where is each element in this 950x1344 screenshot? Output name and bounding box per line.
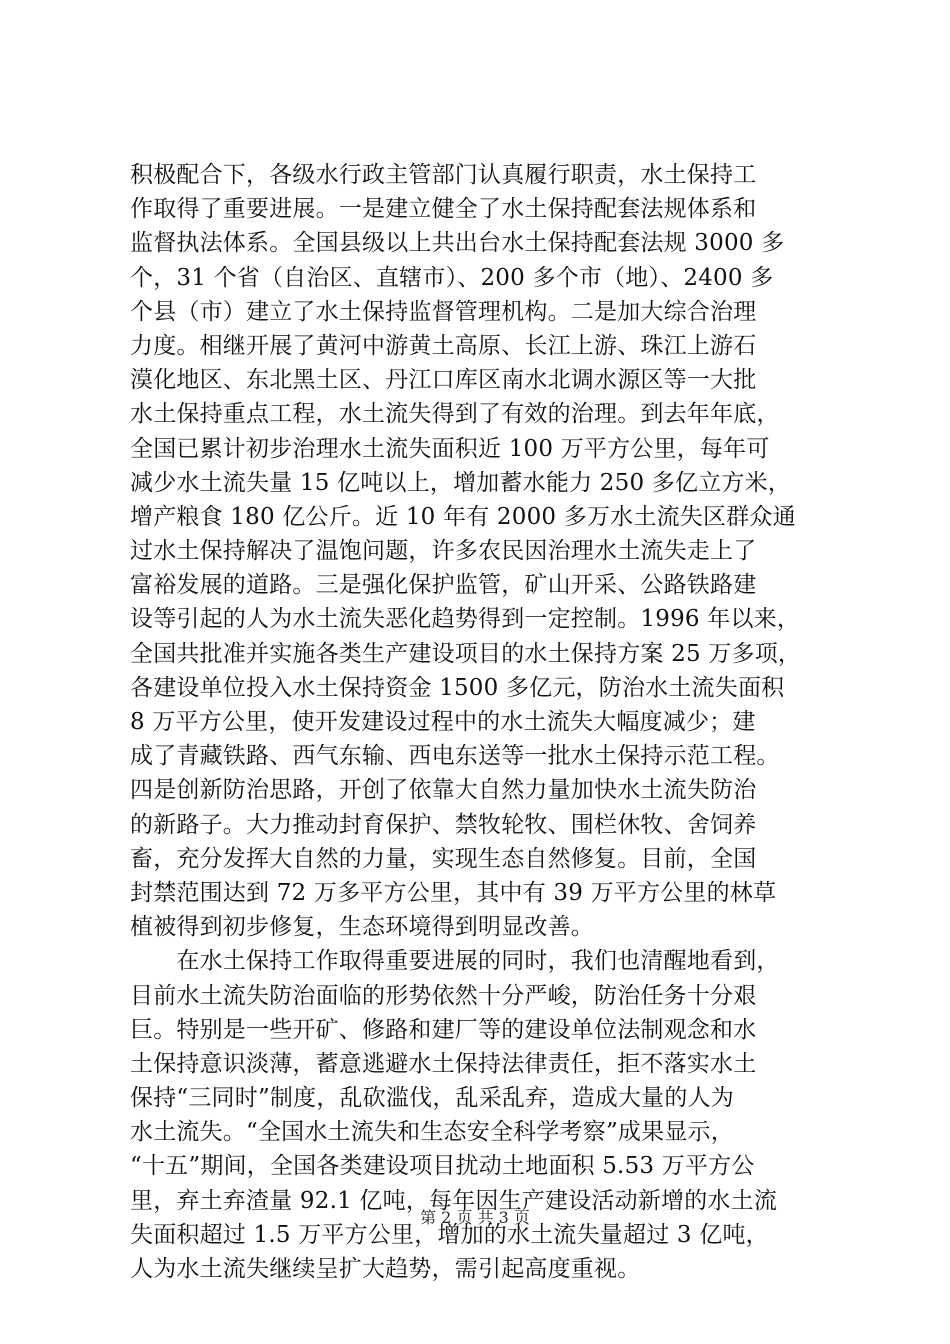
text-line: 监督执法体系。全国县级以上共出台水土保持配套法规 3000 多 bbox=[130, 230, 785, 257]
text-line: 全国已累计初步治理水土流失面积近 100 万平方公里，每年可 bbox=[130, 435, 770, 462]
text-line: 过水土保持解决了温饱问题，许多农民因治理水土流失走上了 bbox=[130, 538, 757, 565]
text-line: 全国共批准并实施各类生产建设项目的水土保持方案 25 万多项， bbox=[130, 640, 802, 667]
text-line: 设等引起的人为水土流失恶化趋势得到一定控制。1996 年以来， bbox=[130, 606, 801, 633]
text-line: 个县（市）建立了水土保持监督管理机构。二是加大综合治理 bbox=[130, 298, 757, 325]
text-line: 失面积超过 1.5 万平方公里，增加的水土流失量超过 3 亿吨， bbox=[130, 1221, 769, 1248]
text-line: 作取得了重要进展。一是建立健全了水土保持配套法规体系和 bbox=[130, 196, 757, 223]
text-line: 在水土保持工作取得重要进展的同时，我们也清醒地看到， bbox=[130, 948, 780, 975]
body-text bbox=[130, 158, 830, 1286]
text-line: 四是创新防治思路，开创了依靠大自然力量加快水土流失防治 bbox=[130, 777, 757, 804]
text-line: 减少水土流失量 15 亿吨以上，增加蓄水能力 250 多亿立方米， bbox=[130, 469, 792, 496]
text-line: 水土流失。“全国水土流失和生态安全科学考察”成果显示， bbox=[130, 1119, 734, 1146]
text-line: 人为水土流失继续呈扩大趋势，需引起高度重视。 bbox=[130, 1256, 641, 1282]
text-line: 力度。相继开展了黄河中游黄土高原、长江上游、珠江上游石 bbox=[130, 332, 757, 359]
page-number-label: 第 2 页 共 3 页 bbox=[420, 1208, 530, 1227]
text-line: 里，弃土弃渣量 92.1 亿吨，每年因生产建设活动新增的水土流 bbox=[130, 1187, 778, 1214]
text-line: 积极配合下，各级水行政主管部门认真履行职责，水土保持工 bbox=[130, 162, 757, 188]
text-line: 成了青藏铁路、西气东输、西电东送等一批水土保持示范工程。 bbox=[130, 743, 780, 770]
text-line: 畜，充分发挥大自然的力量，实现生态自然修复。目前，全国 bbox=[130, 845, 757, 872]
text-line: 的新路子。大力推动封育保护、禁牧轮牧、围栏休牧、舍饲养 bbox=[130, 811, 757, 838]
text-line: 各建设单位投入水土保持资金 1500 多亿元，防治水土流失面积 bbox=[130, 674, 785, 701]
text-line: 巨。特别是一些开矿、修路和建厂等的建设单位法制观念和水 bbox=[130, 1016, 757, 1043]
text-line: 水土保持重点工程，水土流失得到了有效的治理。到去年年底， bbox=[130, 401, 780, 428]
text-line: 漠化地区、东北黑土区、丹江口库区南水北调水源区等一大批 bbox=[130, 367, 757, 394]
text-line: 增产粮食 180 亿公斤。近 10 年有 2000 多万水土流失区群众通 bbox=[130, 503, 796, 530]
text-line: 个，31 个省（自治区、直辖市）、200 多个市（地）、2400 多 bbox=[130, 264, 774, 291]
text-line: 富裕发展的道路。三是强化保护监管，矿山开采、公路铁路建 bbox=[130, 572, 757, 599]
text-line: 目前水土流失防治面临的形势依然十分严峻，防治任务十分艰 bbox=[130, 982, 757, 1009]
text-line: 植被得到初步修复，生态环境得到明显改善。 bbox=[130, 914, 594, 941]
text-line: 8 万平方公里，使开发建设过程中的水土流失大幅度减少；建 bbox=[130, 709, 756, 735]
text-line: 保持“三同时”制度，乱砍滥伐，乱采乱弃，造成大量的人为 bbox=[130, 1085, 734, 1112]
page-footer bbox=[0, 1208, 950, 1228]
text-line: “十五”期间，全国各类建设项目扰动土地面积 5.53 万平方公 bbox=[130, 1153, 755, 1180]
text-line: 封禁范围达到 72 万多平方公里，其中有 39 万平方公里的林草 bbox=[130, 879, 777, 906]
text-line: 土保持意识淡薄，蓄意逃避水土保持法律责任，拒不落实水土 bbox=[130, 1050, 757, 1077]
